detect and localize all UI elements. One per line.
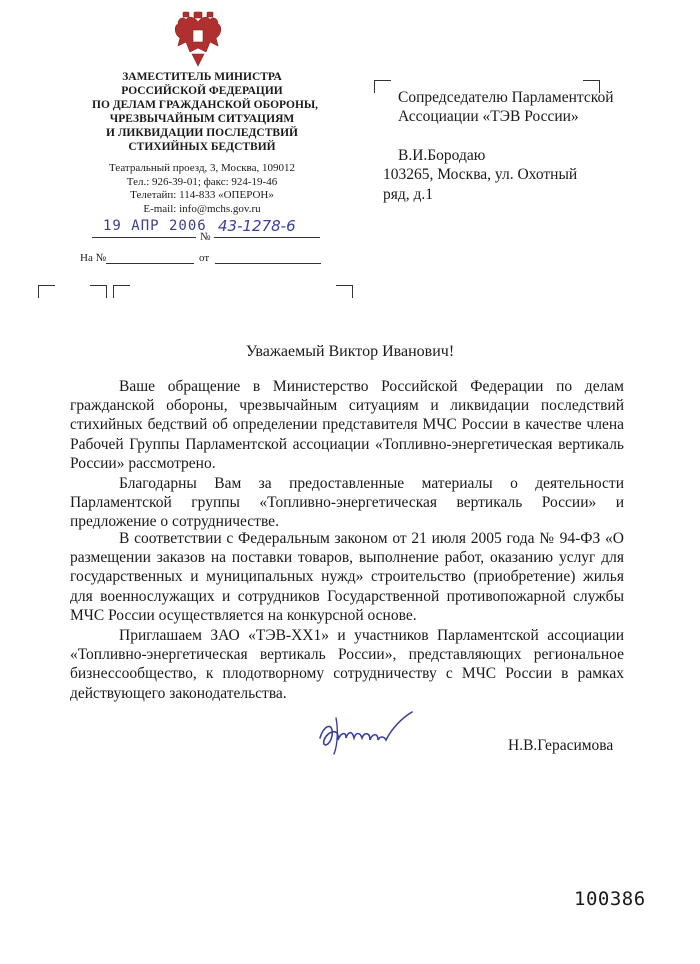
subject-corner-left	[38, 285, 55, 298]
recipient-corner-left	[374, 80, 391, 93]
reference-date-label: от	[199, 252, 210, 264]
organization-name	[92, 70, 319, 154]
recipient-address	[383, 165, 577, 204]
org-line: И ЛИКВИДАЦИИ ПОСЛЕДСТВИЙ	[106, 127, 298, 139]
document-number: 100386	[574, 888, 646, 910]
number-label: №	[200, 231, 211, 243]
recipient-line: Ассоциации «ТЭВ России»	[398, 108, 579, 125]
handwritten-signature	[316, 706, 416, 758]
phone-line: Тел.: 926-39-01; факс: 924-19-46	[126, 175, 278, 188]
recipient-line: Сопредседателю Парламентской	[398, 89, 614, 106]
date-underline	[92, 237, 196, 238]
org-line: ЗАМЕСТИТЕЛЬ МИНИСТРА	[122, 71, 282, 83]
greeting: Уважаемый Виктор Иванович!	[245, 343, 455, 360]
recipient-address-line: ряд, д.1	[383, 185, 434, 203]
subject-corner-mid-left	[113, 285, 130, 298]
org-line: СТИХИЙНЫХ БЕДСТВИЙ	[128, 141, 276, 153]
org-line: РОССИЙСКОЙ ФЕДЕРАЦИИ	[121, 85, 283, 97]
coat-of-arms-emblem	[168, 8, 228, 70]
reference-number-label: На №	[80, 252, 107, 264]
org-line: ЧРЕЗВЫЧАЙНЫМ СИТУАЦИЯМ	[109, 113, 295, 125]
teletype-line: Телетайп: 114-833 «ОПЕРОН»	[130, 189, 274, 201]
date-stamp: 19 АПР 2006	[103, 218, 207, 234]
contact-block	[92, 162, 312, 216]
reference-date-underline	[215, 263, 321, 264]
subject-corner-right	[336, 285, 353, 298]
org-line: ПО ДЕЛАМ ГРАЖДАНСКОЙ ОБОРОНЫ,	[92, 99, 319, 111]
paragraph: Ваше обращение в Министерство Российской Федерации по делам гражданской обороны, чрезвычайным ситуациям и ликвидации последствий стихийных бедствий об определении представителя МЧС России в качестве члена Рабочей Группы Парламентской ассоциации «Топливно-энергетическая вертикаль России» рассмотрено.	[70, 378, 624, 472]
recipient-title	[398, 88, 614, 126]
outgoing-number: 43-1278-6	[218, 217, 296, 235]
signer-name: Н.В.Герасимова	[508, 737, 614, 754]
email-line: E-mail: info@mchs.gov.ru	[143, 202, 261, 215]
reference-number-underline	[106, 263, 194, 264]
recipient-address-line: 103265, Москва, ул. Охотный	[383, 166, 578, 183]
address-line: Театральный проезд, 3, Москва, 109012	[109, 162, 295, 174]
paragraph: В соответствии с Федеральным законом от 21 июля 2005 года № 94-ФЗ «О размещении заказов на поставки товаров, выполнение работ, оказанию услуг для государственных и муниципальных нужд» строительство (приобретение) жилья для военнослужащих и сотрудников Государственной противопожарной службы МЧС России осуществляется на конкурсной основе.	[70, 530, 624, 624]
paragraph: Приглашаем ЗАО «ТЭВ-XX1» и участников Парламентской ассоциации «Топливно-энергетическая вертикаль России», представляющих региональное бизнессообщество, к плодотворному сотрудничеству с МЧС России в рамках действующего законодательства.	[70, 627, 624, 702]
number-underline	[214, 237, 320, 238]
recipient-name: В.И.Бородаю	[398, 147, 486, 164]
paragraph: Благодарны Вам за предоставленные материалы о деятельности Парламентской группы «Топливно-энергетическая вертикаль России» и предложение о сотрудничестве.	[70, 475, 624, 531]
subject-corner-mid-right	[90, 285, 107, 298]
